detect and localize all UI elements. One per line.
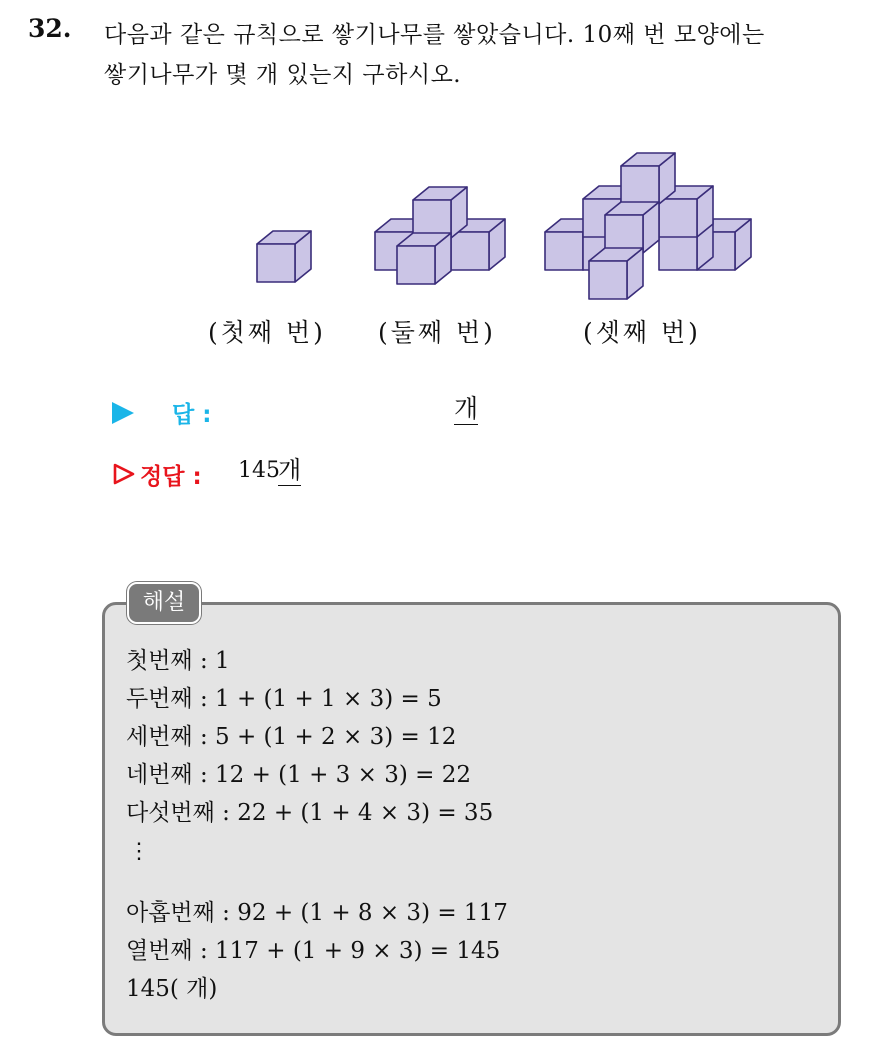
correct-answer-label: 정답 :	[140, 464, 202, 490]
hollow-triangle-icon	[112, 462, 136, 486]
question-text-line1: 다음과 같은 규칙으로 쌓기나무를 쌓았습니다. 10째 번 모양에는	[104, 22, 765, 48]
solution-line-4: 네번째 : 12 + (1 + 3 × 3) = 22	[126, 762, 471, 788]
question-number: 32.	[28, 14, 72, 43]
correct-answer-value: 145	[238, 458, 280, 483]
solution-line-2: 두번째 : 1 + (1 + 1 × 3) = 5	[126, 686, 442, 712]
question-text-line2: 쌓기나무가 몇 개 있는지 구하시오.	[104, 62, 462, 88]
stacking-cube	[605, 202, 659, 253]
solution-line-7: 열번째 : 117 + (1 + 9 × 3) = 145	[126, 938, 501, 964]
solution-line-1: 첫번째 : 1	[126, 648, 230, 674]
figure-caption-2: (둘째 번)	[378, 318, 496, 347]
correct-answer-unit: 개	[278, 456, 302, 484]
solution-line-8: 145( 개)	[126, 976, 218, 1002]
play-triangle-icon	[112, 402, 134, 424]
answer-label: 답 :	[172, 402, 212, 428]
solution-ellipsis: ⋮	[128, 839, 150, 864]
stacking-cube	[397, 233, 451, 284]
solution-tag: 해설	[127, 582, 201, 624]
stacking-cube	[621, 153, 675, 204]
answer-unit: 개	[454, 394, 479, 423]
stacking-cube	[413, 187, 467, 238]
stacking-cube	[589, 248, 643, 299]
figure-caption-3: (셋째 번)	[583, 318, 701, 347]
solution-line-5: 다섯번째 : 22 + (1 + 4 × 3) = 35	[126, 800, 494, 826]
stacking-cube	[257, 231, 311, 282]
figure-caption-1: (첫째 번)	[208, 318, 326, 347]
solution-line-6: 아홉번째 : 92 + (1 + 8 × 3) = 117	[126, 900, 508, 926]
cube-stack-figure	[0, 140, 884, 310]
solution-line-3: 세번째 : 5 + (1 + 2 × 3) = 12	[126, 724, 457, 750]
